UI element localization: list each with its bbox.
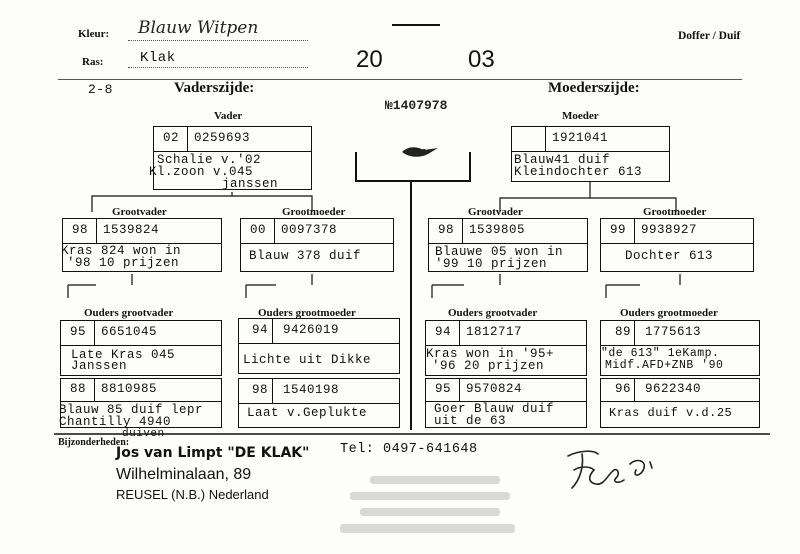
moeder-label: Moeder (562, 110, 599, 122)
moeder-ring: 1921041 (552, 131, 609, 145)
moeder-box (511, 126, 670, 182)
grootmoeder-m-line1: Dochter 613 (625, 249, 714, 263)
grootmoeder-m-box (600, 218, 754, 272)
grootvader-v-label: Grootvader (112, 206, 167, 218)
ogm1-bottom-year: 98 (252, 383, 269, 397)
ogm2-bottom-ring: 9622340 (645, 382, 702, 396)
grootmoeder-v-year: 00 (250, 223, 267, 237)
ogm1-bottom-line1: Laat v.Geplukte (247, 406, 368, 420)
stamp-city: REUSEL (N.B.) Nederland (116, 487, 269, 502)
ogv1-bottom-year: 88 (70, 382, 87, 396)
vader-box (149, 126, 312, 191)
ogv1-top-line1: Late Kras 045 (71, 348, 176, 362)
ogv2-top-box (425, 320, 587, 376)
grootmoeder-m-year: 99 (610, 223, 627, 237)
vader-line1: Schalie v.'02 (157, 153, 262, 167)
vader-label: Vader (214, 110, 243, 122)
pigeon-icon (402, 147, 438, 157)
ring-number: №1407978 (385, 98, 448, 113)
ogm2-top-year: 89 (615, 325, 632, 339)
grootvader-m-line2: '99 10 prijzen (435, 257, 548, 271)
ogv1-bottom-box (60, 378, 222, 428)
ogv2-label: Ouders grootvader (448, 307, 538, 319)
vader-year: 02 (163, 131, 180, 145)
ogm2-bottom-year: 96 (615, 382, 632, 396)
ogv1-top-year: 95 (70, 325, 87, 339)
grootmoeder-v-line1: Blauw 378 duif (249, 249, 362, 263)
ogv2-bottom-year: 95 (435, 382, 452, 396)
vader-ring: 0259693 (194, 131, 251, 145)
ogv2-top-line2: '96 20 prijzen (432, 359, 545, 373)
ogv2-bottom-ring: 9570824 (466, 382, 523, 396)
ogm1-top-box (238, 318, 400, 374)
ogm1-bottom-box (238, 378, 400, 428)
ogm1-label: Ouders grootmoeder (258, 307, 356, 319)
year-left: 20 (356, 46, 383, 73)
bleedthrough-stamp (340, 470, 540, 540)
ogm2-top-line2: Midf.AFD+ZNB '90 (605, 359, 724, 372)
grootmoeder-v-label: Grootmoeder (282, 206, 346, 218)
tel-number: Tel: 0497-641648 (340, 442, 478, 457)
ogm1-top-line1: Lichte uit Dikke (243, 353, 372, 367)
ogv1-top-line2: Janssen (71, 359, 128, 373)
vader-line3: janssen (222, 177, 279, 191)
ogv2-top-ring: 1812717 (466, 325, 523, 339)
signature (560, 444, 670, 500)
grootmoeder-v-ring: 0097378 (281, 223, 338, 237)
grootvader-m-ring: 1539805 (469, 223, 526, 237)
ogv1-top-box (60, 320, 222, 376)
grootvader-v-year: 98 (72, 223, 89, 237)
stamp-name: Jos van Limpt "DE KLAK" (116, 445, 310, 461)
gender-label: Doffer / Duif (678, 30, 741, 42)
year-right: 03 (468, 46, 495, 73)
grootvader-v-line2: '98 10 prijzen (67, 256, 180, 270)
grootmoeder-m-label: Grootmoeder (643, 206, 707, 218)
kleur-label: Kleur: (78, 28, 110, 40)
grootmoeder-m-ring: 9938927 (641, 223, 698, 237)
ogm2-label: Ouders grootmoeder (620, 307, 718, 319)
ogm2-bottom-line1: Kras duif v.d.25 (609, 406, 733, 420)
grootmoeder-v-box (240, 218, 394, 272)
grootvader-m-year: 98 (438, 223, 455, 237)
ogv1-bottom-line1: Blauw 85 duif lepr (59, 403, 204, 417)
vaderszijde-heading: Vaderszijde: (174, 80, 255, 96)
ogv1-bottom-line2: Chantilly 4940 (59, 415, 172, 429)
ogv2-bottom-line1: Goer Blauw duif (434, 402, 555, 416)
ogm2-top-line1: "de 613" 1eKamp. (601, 347, 720, 360)
ogv2-top-line1: Kras won in '95+ (426, 347, 555, 361)
ogm2-top-box (600, 320, 760, 376)
ogm2-top-ring: 1775613 (645, 325, 702, 339)
ogm1-top-ring: 9426019 (283, 323, 340, 337)
ras-value: Klak (140, 50, 176, 66)
ogm1-top-year: 94 (252, 323, 269, 337)
ras-label: Ras: (82, 56, 104, 68)
vader-line2: Kl.zoon v.045 (149, 165, 254, 179)
ogv2-bottom-line2: uit de 63 (434, 414, 507, 428)
ogm1-bottom-ring: 1540198 (283, 383, 340, 397)
grootvader-v-line1: Kras 824 won in (61, 244, 182, 258)
ogv1-bottom-line3: duiven (122, 428, 165, 440)
grootvader-m-box (428, 218, 588, 272)
ogm2-bottom-box (600, 378, 760, 428)
grootvader-m-line1: Blauwe 05 won in (435, 245, 564, 259)
ogv1-top-ring: 6651045 (101, 325, 158, 339)
moederszijde-heading: Moederszijde: (548, 80, 640, 96)
kleur-value: Blauw Witpen (138, 18, 259, 38)
bijzonderheden-label: Bijzonderheden: (58, 437, 130, 448)
moeder-line2: Kleindochter 613 (514, 165, 643, 179)
grootvader-m-label: Grootvader (468, 206, 523, 218)
ogv2-top-year: 94 (435, 325, 452, 339)
ring-code: 2-8 (88, 82, 113, 97)
stamp-street: Wilhelminalaan, 89 (116, 466, 252, 483)
ogv1-label: Ouders grootvader (84, 307, 174, 319)
grootvader-v-ring: 1539824 (103, 223, 160, 237)
ogv1-bottom-ring: 8810985 (101, 382, 158, 396)
grootvader-v-box (62, 218, 222, 272)
moeder-line1: Blauw41 duif (514, 153, 611, 167)
ogv2-bottom-box (425, 378, 587, 428)
